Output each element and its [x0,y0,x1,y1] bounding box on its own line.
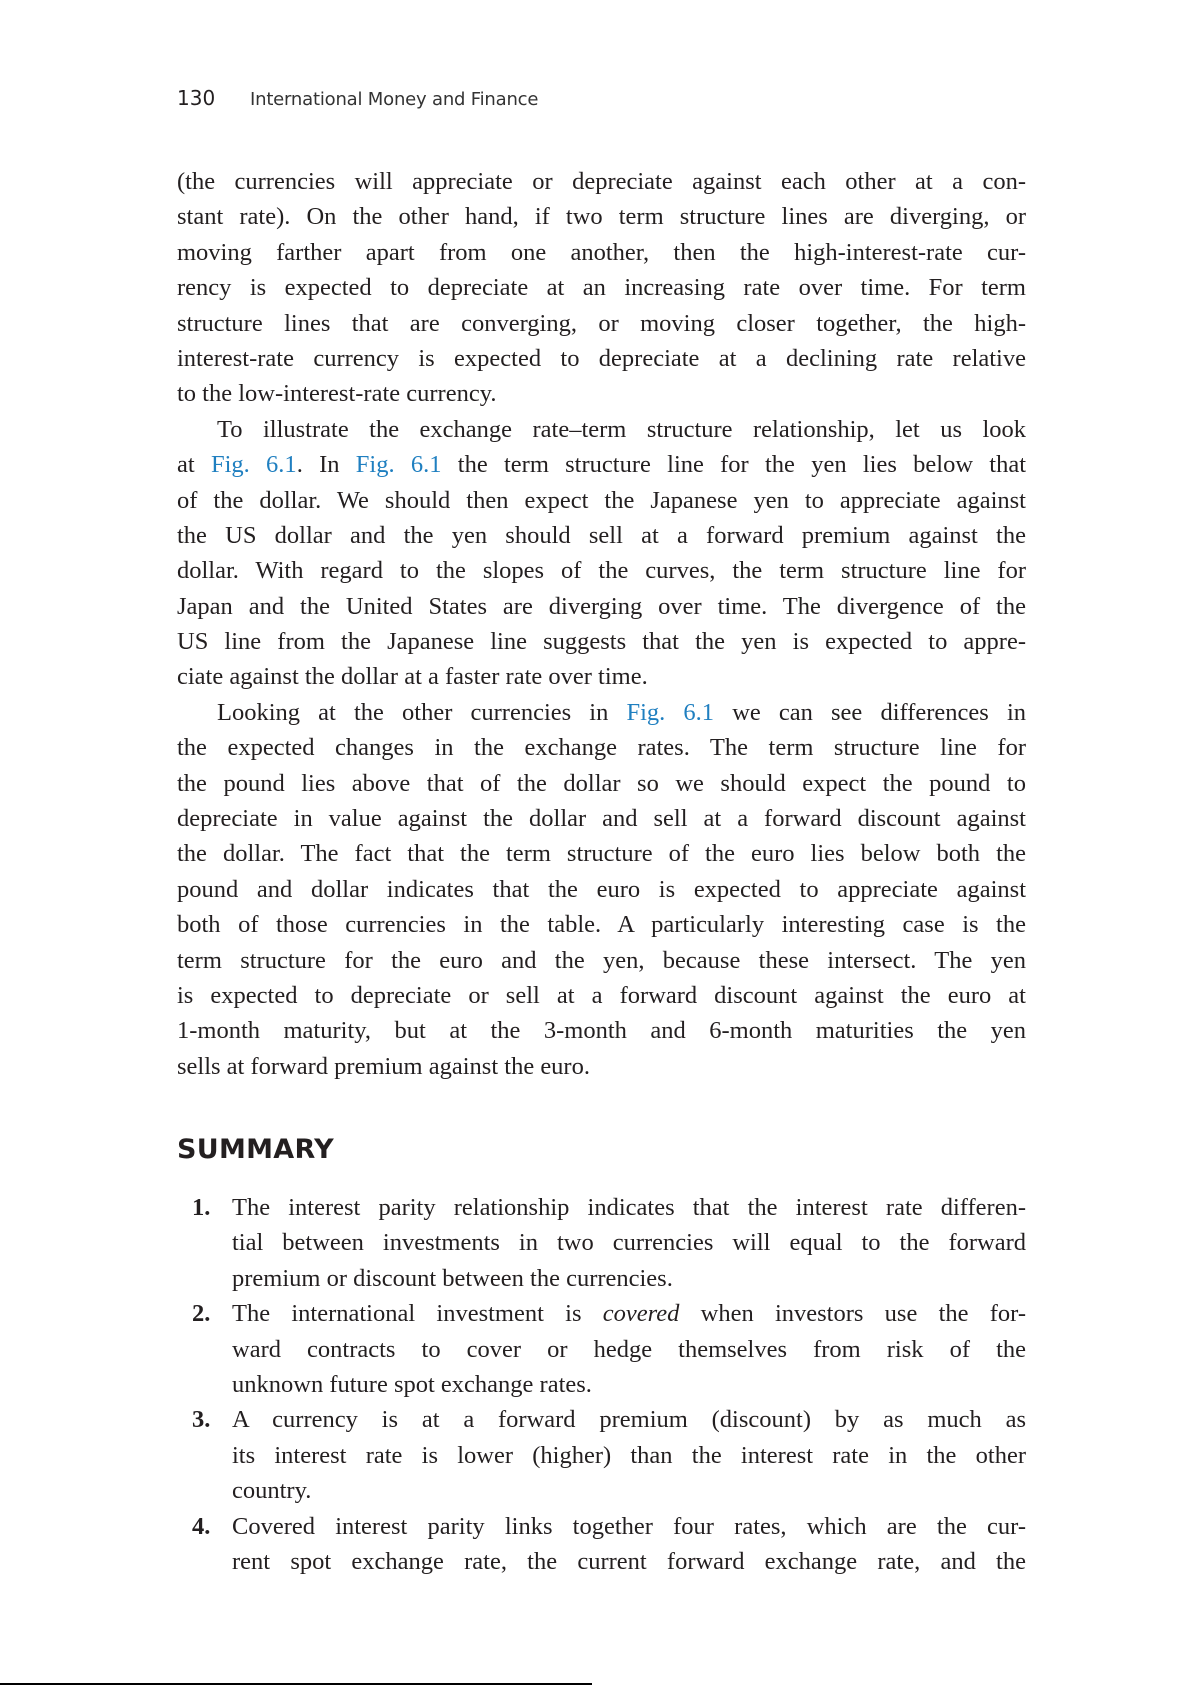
paragraph [177,164,1026,412]
text-segment: the term structure line for the yen lies below that [441,451,1027,479]
text-segment: Looking at the other currencies in [217,698,627,726]
paragraph [177,412,1026,695]
text-line [177,447,1026,482]
emphasis-text: covered [602,1300,680,1328]
text-line: Japan and the United States are diverging over time. The divergence of the [177,592,1026,620]
text-line: dollar. With regard to the slopes of the curves, the term structure line for [177,557,1026,585]
summary-item [177,1509,1026,1580]
text-line: is expected to depreciate or sell at a forward discount against the euro at [177,981,1026,1009]
text-line: of the dollar. We should then expect the Japanese yen to appreciate against [177,486,1026,514]
text-line: unknown future spot exchange rates. [232,1370,592,1398]
text-line: rent spot exchange rate, the current forward exchange rate, and the [232,1547,1026,1575]
summary-list [177,1190,1026,1579]
text-line: the US dollar and the yen should sell at a forward premium against the [177,521,1026,549]
text-line: interest-rate currency is expected to depreciate at a declining rate relative [177,344,1026,372]
text-line: Covered interest parity links together four rates, which are the cur- [232,1512,1026,1540]
text-line: moving farther apart from one another, then the high-interest-rate cur- [177,238,1026,266]
figure-link[interactable]: Fig. 6.1 [355,451,442,479]
text-segment: at [177,451,211,479]
text-line: (the currencies will appreciate or depreciate against each other at a con- [177,168,1026,195]
item-number: 1. [192,1194,211,1221]
summary-item [177,1190,1026,1296]
text-line: tial between investments in two currencies will equal to the forward [232,1229,1026,1257]
text-line: its interest rate is lower (higher) than the interest rate in the other [232,1441,1026,1469]
text-line: premium or discount between the currencies. [232,1264,673,1292]
text-line [232,1296,1026,1331]
text-segment: . In [296,451,356,479]
running-title: International Money and Finance [250,89,539,110]
summary-item [177,1402,1026,1508]
text-line: pound and dollar indicates that the euro is expected to appreciate against [177,875,1026,903]
text-segment: The international investment is [232,1300,603,1328]
item-number: 4. [192,1512,211,1540]
paragraph [177,695,1026,1084]
summary-item [177,1296,1026,1402]
text-line: ciate against the dollar at a faster rate over time. [177,663,648,691]
text-line: ward contracts to cover or hedge themselves from risk of the [232,1335,1026,1363]
text-line: stant rate). On the other hand, if two term structure lines are diverging, or [177,203,1026,231]
text-line: rency is expected to depreciate at an increasing rate over time. For term [177,274,1026,302]
figure-link[interactable]: Fig. 6.1 [210,451,297,479]
text-line: 1-month maturity, but at the 3-month and 6-month maturities the yen [177,1017,1026,1045]
item-number: 2. [192,1300,211,1328]
page-number: 130 [177,86,216,110]
text-line: structure lines that are converging, or moving closer together, the high- [177,309,1026,337]
text-line: both of those currencies in the table. A particularly interesting case is the [177,911,1026,939]
text-line: the pound lies above that of the dollar so we should expect the pound to [177,769,1026,797]
text-line: US line from the Japanese line suggests that the yen is expected to appre- [177,628,1026,656]
text-line: depreciate in value against the dollar and sell at a forward discount against [177,805,1026,833]
text-line: A currency is at a forward premium (discount) by as much as [232,1406,1026,1434]
running-header [177,86,538,110]
text-line: country. [232,1477,312,1505]
section-heading-summary: SUMMARY [177,1134,334,1165]
figure-link[interactable]: Fig. 6.1 [626,698,715,726]
text-line: the dollar. The fact that the term structure of the euro lies below both the [177,840,1026,868]
text-line: To illustrate the exchange rate–term structure relationship, let us look [217,415,1026,443]
text-line: sells at forward premium against the euro. [177,1052,590,1080]
text-line: The interest parity relationship indicates that the interest rate differen- [232,1194,1026,1221]
item-number: 3. [192,1406,211,1434]
body-text [177,164,1026,1084]
text-line: term structure for the euro and the yen, because these intersect. The yen [177,946,1026,974]
text-line: the expected changes in the exchange rates. The term structure line for [177,734,1026,762]
text-line [177,695,1026,730]
text-line: to the low-interest-rate currency. [177,380,497,408]
text-segment: we can see differences in [714,698,1027,726]
text-segment: when investors use the for- [679,1300,1026,1328]
